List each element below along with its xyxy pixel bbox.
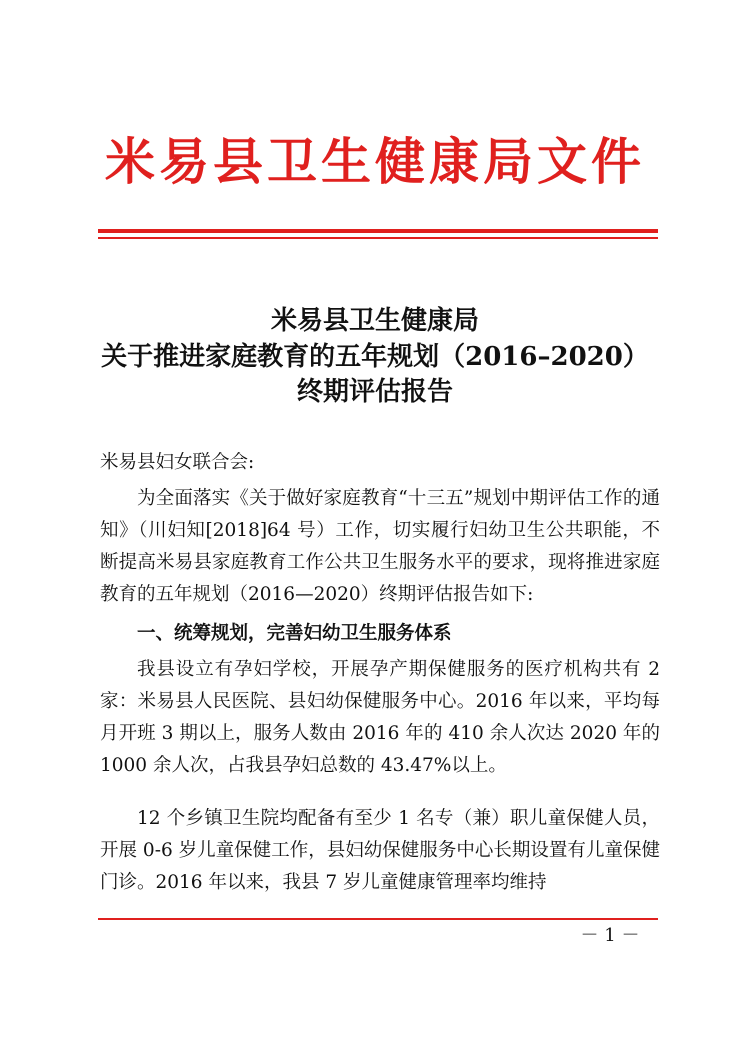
header-rule-thick bbox=[98, 229, 658, 233]
salutation: 米易县妇女联合会: bbox=[100, 452, 255, 473]
paragraph-intro: 为全面落实《关于做好家庭教育“十三五”规划中期评估工作的通知》（川妇知[2018]64 号）工作，切实履行妇幼卫生公共职能，不断提高米易县家庭教育工作公共卫生服务水平的要求，现将推进家庭教育的五年规划（2016—2020）终期评估报告如下: bbox=[100, 488, 660, 605]
header-rule-thin bbox=[98, 237, 658, 239]
paragraph-maternal-services: 我县设立有孕妇学校，开展孕产期保健服务的医疗机构共有 2 家：米易县人民医院、县妇幼保健服务中心。2016 年以来，平均每月开班 3 期以上，服务人数由 2016 年的 410 余人次达 2020 年的 1000 余人次，占我县孕妇总数的 43.47%以上。 bbox=[100, 659, 660, 776]
issuer-title: 米易县卫生健康局文件 bbox=[105, 132, 645, 191]
section-heading: 一、统筹规划，完善妇幼卫生服务体系 bbox=[137, 623, 452, 644]
document-title-line-1: 米易县卫生健康局 bbox=[270, 306, 479, 336]
document-title-line-2: 关于推进家庭教育的五年规划（2016–2020） bbox=[101, 342, 649, 372]
paragraph-child-health: 12 个乡镇卫生院均配备有至少 1 名专（兼）职儿童保健人员，开展 0-6 岁儿童保健工作，县妇幼保健服务中心长期设置有儿童保健门诊。2016 年以来，我县 7 岁儿童健康管理率均维持 bbox=[100, 808, 660, 893]
document-title-line-3: 终期评估报告 bbox=[296, 377, 453, 407]
footer-rule bbox=[98, 918, 658, 920]
page-number: － 1 － bbox=[580, 925, 640, 946]
